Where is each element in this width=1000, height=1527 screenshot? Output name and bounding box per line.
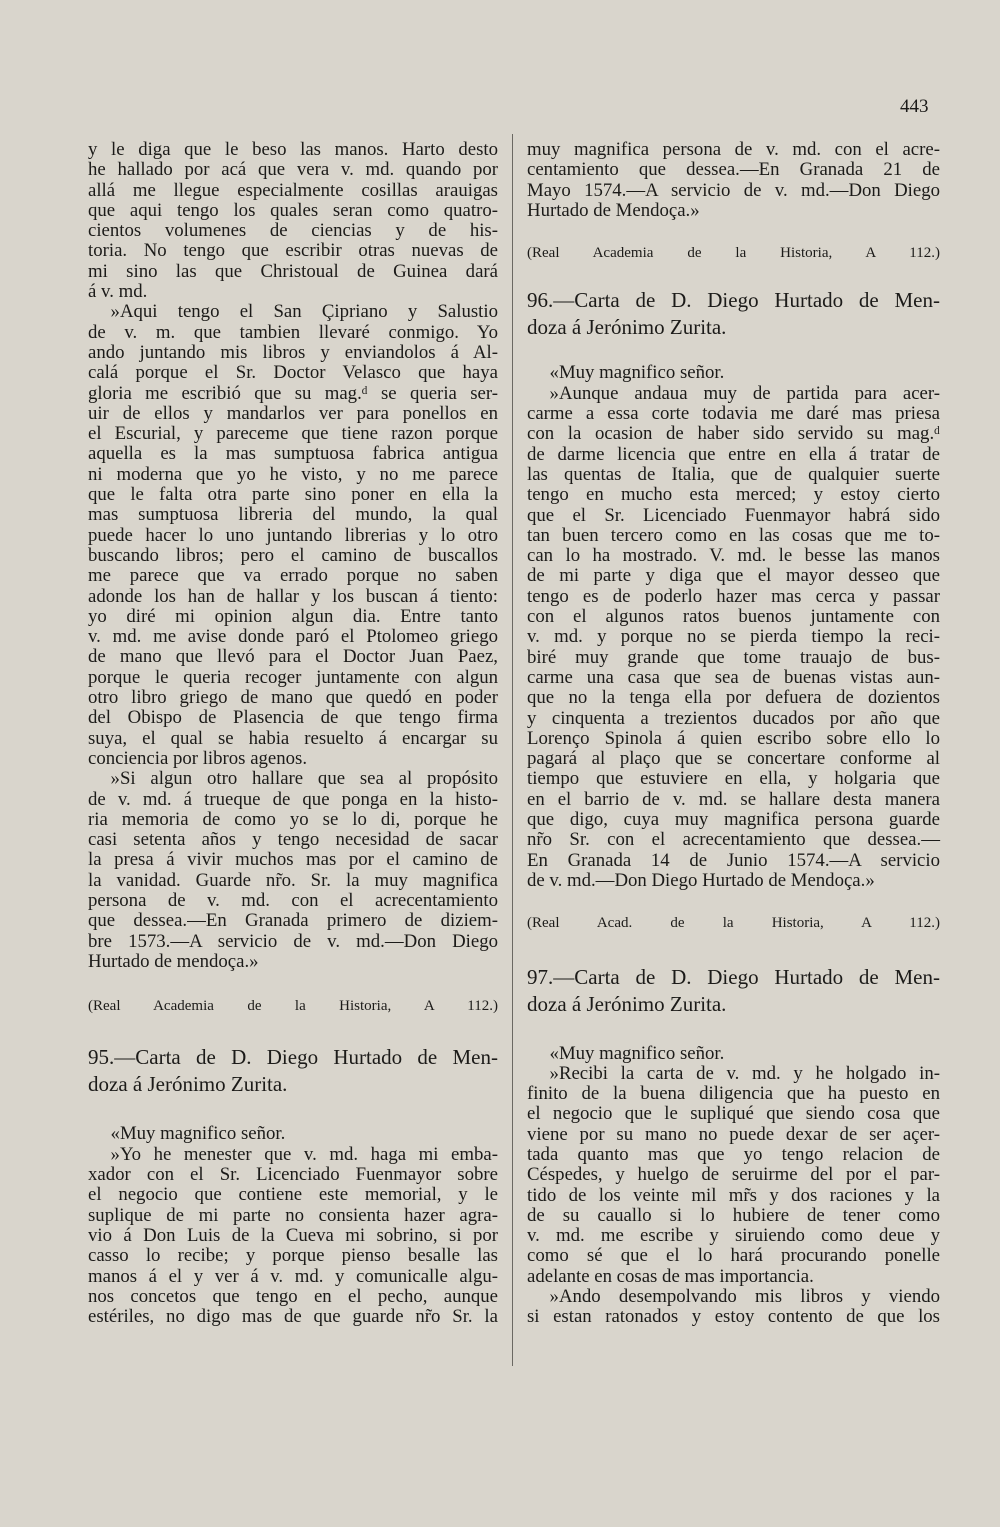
heading-line: 95.—Carta de D. Diego Hurtado de Men-	[88, 1045, 498, 1070]
text-line: Céspedes, y huelgo de seruirme del por el par-	[527, 1164, 940, 1186]
text-line: »Aunque andaua muy de partida para acer-	[549, 382, 940, 404]
text-line: centamiento que dessea.—En Granada 21 de	[527, 159, 940, 181]
text-line: casso lo recibe; y porque pienso besalle las	[88, 1245, 498, 1267]
text-line: puede hacer lo uno juntando librerias y lo otro	[88, 524, 498, 546]
right-column	[527, 140, 940, 1328]
text-line: suplique de mi parte no consienta hazer agra-	[88, 1204, 498, 1226]
text-line: manos á el y ver á v. md. y comunicalle algu-	[88, 1265, 498, 1287]
text-line: tengo en mucho esta merced; y estoy cierto	[527, 484, 940, 506]
text-line: adelante en cosas de mas importancia.	[527, 1265, 814, 1287]
text-line: que digo, cuya muy magnifica persona guarde	[527, 809, 940, 831]
text-line: conciencia por libros agenos.	[88, 747, 308, 769]
heading-line: doza á Jerónimo Zurita.	[527, 991, 727, 1016]
text-line: estériles, no digo mas de que guarde nr̃o Sr. la	[88, 1306, 498, 1328]
text-line: el Escurial, y pareceme que tiene razon porque	[88, 423, 498, 445]
text-line: mi sino las que Christoual de Guinea dará	[88, 260, 498, 282]
text-line: persona de v. md. con el acrecentamiento	[88, 889, 498, 911]
text-line: del Obispo de Plasencia de que tengo firma	[88, 707, 498, 729]
letter-97-heading	[527, 964, 940, 1018]
text-line: que le falta otra parte sino poner en ella la	[88, 484, 498, 506]
text-line: viene por su mano no puede dexar de ser açer-	[527, 1123, 940, 1145]
text-line: si estan ratonados y estoy contento de que los	[527, 1306, 940, 1328]
text-line: bre 1573.—A servicio de v. md.—Don Diego	[88, 930, 498, 952]
text-line: de mi parte y diga que el mayor desseo que	[527, 565, 940, 587]
text-line: tiempo que estuviere en ella, y holgaria que	[527, 768, 940, 790]
text-line: que no la tenga ella por defuera de dozientos	[527, 687, 940, 709]
text-line: »Aqui tengo el San Çipriano y Salustio	[110, 301, 498, 323]
letter-96-body	[527, 384, 940, 891]
text-line: el negocio que contiene este memorial, y le	[88, 1184, 498, 1206]
text-line: nos concetos que tengo en el pecho, aunque	[88, 1285, 498, 1307]
letter-97-greeting: «Muy magnifico señor.	[549, 1042, 725, 1064]
text-line: de v. md. á trueque de que ponga en la histo-	[88, 788, 498, 810]
text-line: yo diré mi opinion algun dia. Entre tanto	[88, 605, 498, 627]
source-citation: (Real Acad. de la Historia, A 112.)	[527, 915, 940, 932]
text-line: muy magnifica persona de v. md. con el acre-	[527, 139, 940, 160]
text-line: de su cauallo si lo hubiere de tener como	[527, 1204, 940, 1226]
text-line: buscando libros; pero el camino de buscallos	[88, 544, 498, 566]
text-line: aquella es la mas sumptuosa fabrica antigua	[88, 443, 498, 465]
text-line: »Si algun otro hallare que sea al propósito	[110, 768, 498, 790]
text-line: nr̃o Sr. con el acrecentamiento que dessea.—	[527, 829, 940, 851]
letter-95-greeting: «Muy magnifico señor.	[110, 1123, 286, 1145]
text-line: la vanidad. Guarde nr̃o. Sr. la muy magnifica	[88, 869, 498, 891]
source-citation: (Real Academia de la Historia, A 112.)	[527, 245, 940, 262]
letter-96-greeting: «Muy magnifico señor.	[549, 362, 725, 384]
text-line: vio á Don Luis de la Cueva mi sobrino, si por	[88, 1224, 498, 1246]
text-line: á v. md.	[88, 281, 148, 303]
left-column	[88, 140, 498, 1327]
column-divider	[512, 134, 513, 1366]
text-line: En Granada 14 de Junio 1574.—A servicio	[527, 849, 940, 871]
text-line: tido de los veinte mil mr̃s y dos raciones y la	[527, 1184, 940, 1206]
text-line: toria. No tengo que escribir otras nuevas de	[88, 240, 498, 262]
text-line: en el barrio de v. md. se hallare desta manera	[527, 788, 940, 810]
left-paragraph-3	[88, 769, 498, 972]
text-line: y cinquenta a trezientos ducados por año que	[527, 707, 940, 729]
text-line: que el Sr. Licenciado Fuenmayor habrá sido	[527, 504, 940, 526]
text-line: gloria me escribió que su mag.ᵈ se queria ser-	[88, 382, 498, 404]
text-line: cientos volumenes de ciencias y de his-	[88, 220, 498, 242]
letter-95-heading	[88, 1044, 498, 1098]
text-line: carme una casa que sea de buenas vistas aun-	[527, 666, 940, 688]
text-line: suya, el qual se habia resuelto á encargar su	[88, 727, 498, 749]
text-line: xador con el Sr. Licenciado Fuenmayor sobre	[88, 1164, 498, 1186]
text-line: y le diga que le beso las manos. Harto desto	[88, 139, 498, 160]
text-line: de v. md.—Don Diego Hurtado de Mendoça.»	[527, 869, 875, 891]
text-line: allá me llegue especialmente cosillas arauigas	[88, 179, 498, 201]
text-line: he hallado por acá que vera v. md. quando por	[88, 159, 498, 181]
heading-line: doza á Jerónimo Zurita.	[527, 315, 727, 340]
text-line: que dessea.—En Granada primero de diziem-	[88, 910, 498, 932]
text-line: con la ocasion de haber sido servido su mag.ᵈ	[527, 423, 940, 445]
text-line: Hurtado de Mendoça.»	[527, 199, 700, 221]
right-intro	[527, 140, 940, 221]
text-line: »Recibi la carta de v. md. y he holgado in-	[549, 1062, 940, 1084]
text-line: carme a essa corte todavia me daré mas priesa	[527, 403, 940, 425]
text-line: tengo es de poderlo hazer mas cerca y passar	[527, 585, 940, 607]
text-line: can lo ha mostrado. V. md. le besse las manos	[527, 545, 940, 567]
text-line: calá porque el Sr. Doctor Velasco que haya	[88, 362, 498, 384]
letter-96-heading	[527, 287, 940, 341]
text-line: biré muy grande que tome trauajo de bus-	[527, 646, 940, 668]
text-line: »Yo he menester que v. md. haga mi emba-	[110, 1143, 498, 1165]
text-line: Mayo 1574.—A servicio de v. md.—Don Diego	[527, 179, 940, 201]
text-line: las quentas de Italia, que de qualquier suerte	[527, 463, 940, 485]
left-paragraph-2	[88, 302, 498, 769]
text-line: finito de la buena diligencia que ha puesto en	[527, 1083, 940, 1105]
page-number: 443	[900, 96, 929, 117]
text-line: v. md. me avise donde paró el Ptolomeo griego	[88, 626, 498, 648]
text-line: de darme licencia que entre en ella á tratar de	[527, 443, 940, 465]
text-line: ria memoria de como yo se lo di, porque he	[88, 808, 498, 830]
text-line: »Ando desempolvando mis libros y viendo	[549, 1286, 940, 1308]
text-line: pagará al plaço que se concertare conforme al	[527, 748, 940, 770]
text-line: adonde los han de hallar y los buscan á tiento:	[88, 585, 498, 607]
text-line: el negocio que le supliqué que siendo cosa que	[527, 1103, 940, 1125]
heading-line: 97.—Carta de D. Diego Hurtado de Men-	[527, 964, 940, 989]
text-line: otro libro griego de mano que quedó en poder	[88, 687, 498, 709]
text-line: con el algunos ratos buenos juntamente con	[527, 606, 940, 628]
heading-line: doza á Jerónimo Zurita.	[88, 1072, 288, 1097]
letter-97-body-2	[527, 1287, 940, 1328]
text-line: v. md. y porque no se pierda tiempo la reci-	[527, 626, 940, 648]
left-paragraph-1	[88, 140, 498, 302]
text-line: Hurtado de mendoça.»	[88, 950, 259, 972]
letter-97-body-1	[527, 1064, 940, 1287]
text-line: me parece que va errado porque no saben	[88, 565, 498, 587]
source-citation: (Real Academia de la Historia, A 112.)	[88, 998, 498, 1015]
text-line: como sé que el lo hará procurando ponelle	[527, 1245, 940, 1267]
text-line: que aqui tengo los quales seran como quatro-	[88, 199, 498, 221]
letter-95-body	[88, 1145, 498, 1328]
text-line: tada quanto mas que yo tengo relacion de	[527, 1143, 940, 1165]
text-line: porque le queria recoger juntamente con algun	[88, 666, 498, 688]
text-line: mas sumptuosa libreria del mundo, la qual	[88, 504, 498, 526]
text-line: tan buen tercero como en las cosas que me to-	[527, 524, 940, 546]
text-line: ni moderna que yo he visto, y no me parece	[88, 463, 498, 485]
text-line: la presa á vivir muchos mas por el camino de	[88, 849, 498, 871]
text-line: casi setenta años y tengo necesidad de sacar	[88, 829, 498, 851]
heading-line: 96.—Carta de D. Diego Hurtado de Men-	[527, 288, 940, 313]
text-line: v. md. me escribe y siruiendo como deue y	[527, 1225, 940, 1247]
text-line: Lorenço Spinola á quien escribo sobre ello lo	[527, 727, 940, 749]
text-line: de v. m. que tambien llevaré conmigo. Yo	[88, 321, 498, 343]
text-line: de mano que llevó para el Doctor Juan Paez,	[88, 646, 498, 668]
text-line: uir de ellos y mandarlos ver para ponellos en	[88, 402, 498, 424]
text-line: ando juntando mis libros y enviandolos á Al-	[88, 341, 498, 363]
